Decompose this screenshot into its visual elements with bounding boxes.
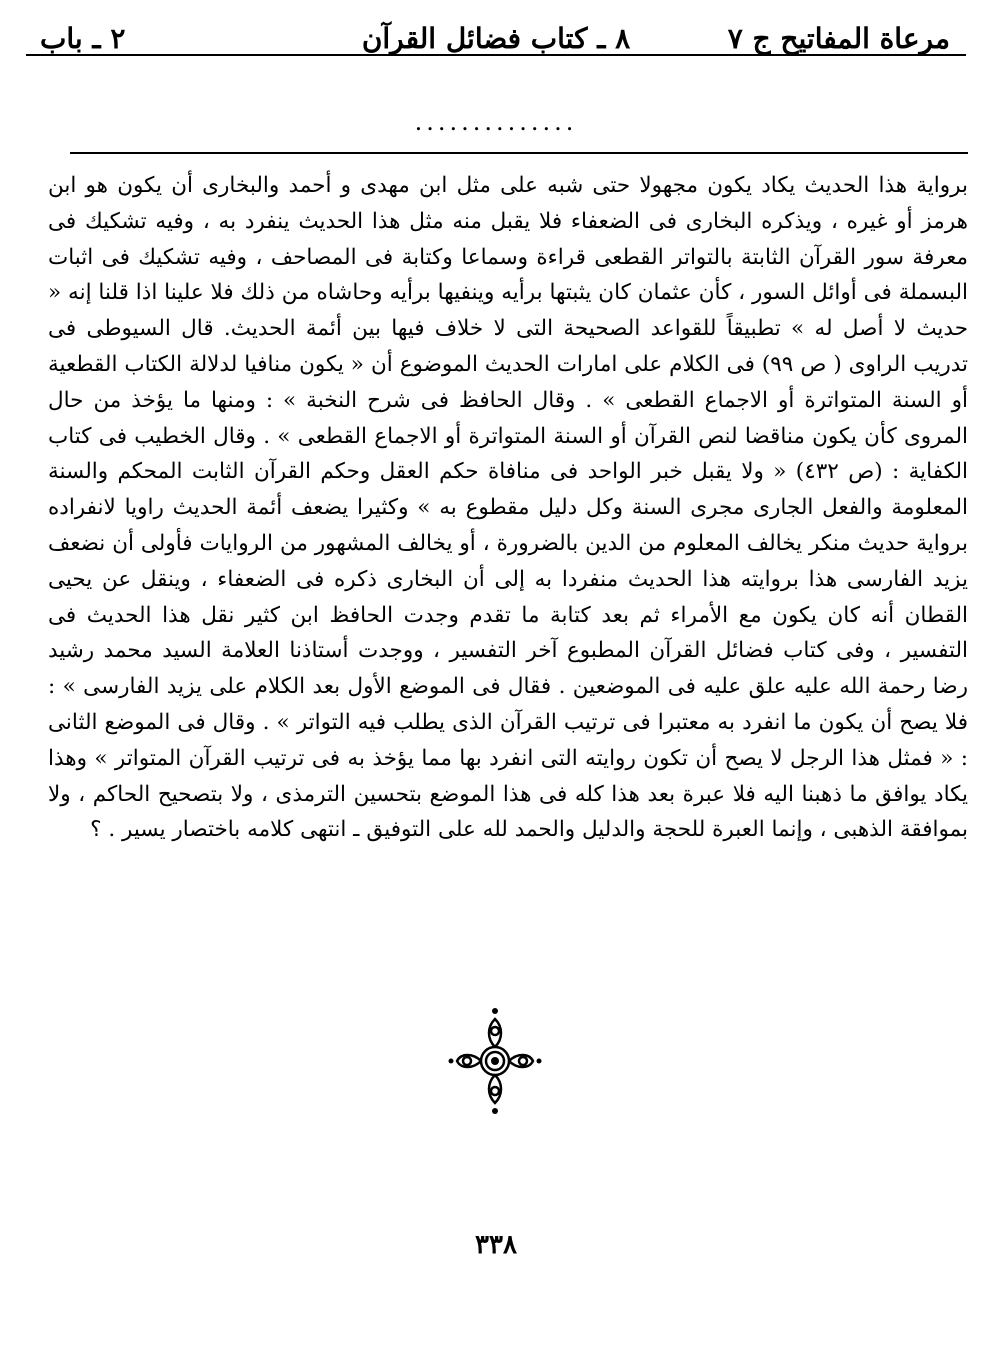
footnote-rule [70,152,968,154]
page-number: ٣٣٨ [475,1230,517,1260]
decorative-ornament-icon [447,1005,543,1117]
dotted-separator: .............. [414,108,578,136]
header-rule [26,54,966,56]
header-book-title: مرعاة المفاتيح ج ٧ [727,22,950,55]
header-chapter-title: ٨ ـ كتاب فضائل القرآن [361,22,631,55]
footnote-text: برواية هذا الحديث يكاد يكون مجهولا حتى شبه على مثل ابن مهدى و أحمد والبخارى أن يكون هو ابن هرمز أو غيره ، ويذكره البخارى فى الضعفاء فلا يقبل منه مثل هذا الحديث ينفرد به ، وفيه تشكيك فى معرفة سور القرآن الثابتة بالتواتر القطعى قراءة وسماعا وكتابة فى المصاحف ، وفيه تشكيك فى اثبات البسملة فى أوائل السور ، كأن عثمان كان يثبتها برأيه وينفيها برأيه وحاشاه من ذلك فلا علينا اذا قلنا إنه « حديث لا أصل له » تطبيقاً للقواعد الصحيحة التى لا خلاف فيها بين أئمة الحديث. قال السيوطى فى تدريب الراوى ( ص ٩٩) فى الكلام على امارات الحديث الموضوع أن « يكون منافيا لدلالة الكتاب القطعية أو السنة المتواترة أو الاجماع القطعى » . وقال الحافظ فى شرح النخبة » : ومنها ما يؤخذ من حال المروى كأن يكون مناقضا لنص القرآن أو السنة المتواترة أو الاجماع القطعى » . وقال الخطيب فى كتاب الكفاية : (ص ٤٣٢) « ولا يقبل خبر الواحد فى منافاة حكم العقل وحكم القرآن الثابت المحكم والسنة المعلومة والفعل الجارى مجرى السنة وكل دليل مقطوع به » وكثيرا يضعف أئمة الحديث راويا لانفراده برواية حديث منكر يخالف المعلوم من الدين بالضرورة ، أو يخالف المشهور من الروايات فأولى أن نضعف يزيد الفارسى هذا بروايته هذا الحديث منفردا به إلى أن البخارى ذكره فى الضعفاء ، وينقل عن يحيى القطان أنه كان يكون مع الأمراء ثم بعد كتابة ما تقدم وجدت الحافظ ابن كثير نقل هذا الحديث فى التفسير ، وفى كتاب فضائل القرآن المطبوع آخر التفسير ، ووجدت أستاذنا العلامة السيد محمد رشيد رضا رحمة الله عليه علق عليه فى الموضعين . فقال فى الموضع الأول بعد الكلام على يزيد الفارسى » : فلا يصح أن يكون ما انفرد به معتبرا فى ترتيب القرآن الذى يطلب فيه التواتر » . وقال فى الموضع الثانى : « فمثل هذا الرجل لا يصح أن تكون روايته التى انفرد بها مما يؤخذ به فى ترتيب القرآن المتواتر » وهذا يكاد يوافق ما ذهبنا اليه فلا عبرة بعد هذا كله فى هذا الموضع بتحسين الترمذى ، ولا بتصحيح الحاكم ، ولا بموافقة الذهبى ، وإنما العبرة للحجة والدليل والحمد لله على التوفيق ـ انتهى كلامه باختصار يسير . ؟ [48,173,968,843]
header-section: ٢ ـ باب [40,22,126,55]
running-header [20,18,972,58]
